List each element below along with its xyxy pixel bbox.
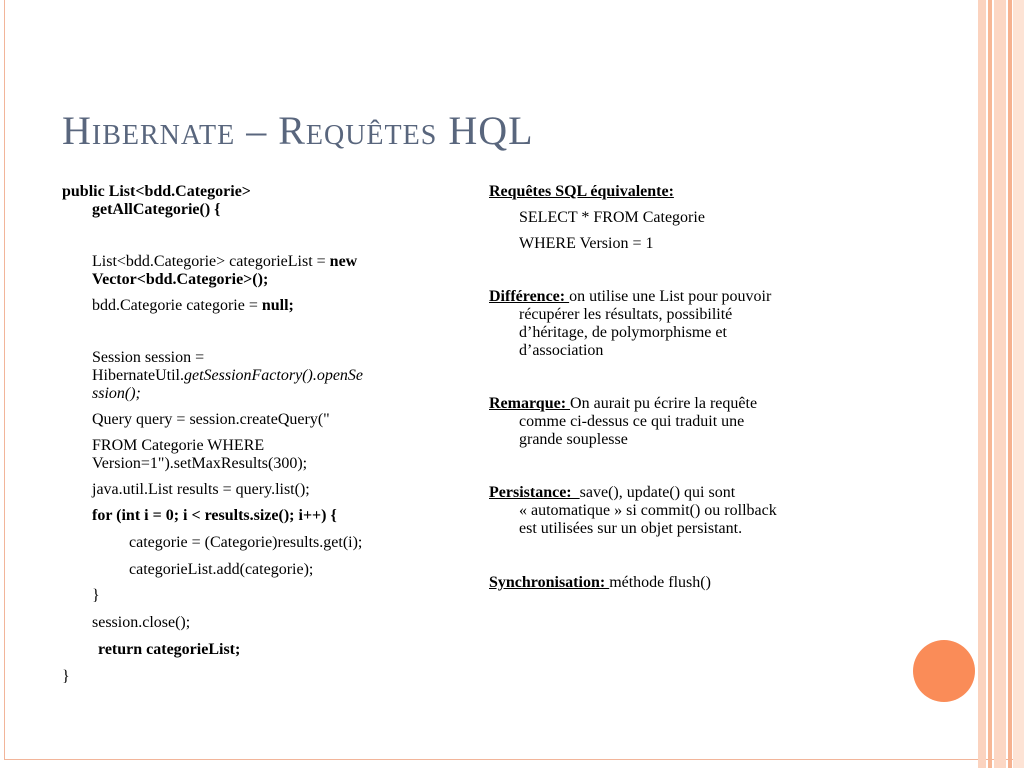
query-line-3-text: Version=1").setMaxResults(300); bbox=[92, 455, 308, 472]
synchronisation-note bbox=[489, 574, 869, 592]
persistance-label: Persistance: bbox=[489, 484, 580, 501]
for-loop-line: for (int i = 0; i < results.size(); i++) { bbox=[92, 507, 337, 524]
difference-note bbox=[489, 288, 869, 360]
decor-circle bbox=[913, 640, 975, 702]
difference-line-1: on utilise une List pour pouvoir bbox=[569, 288, 772, 305]
decor-stripe bbox=[994, 0, 1006, 768]
loop-body-line-2: categorieList.add(categorie); bbox=[129, 561, 314, 578]
sql-line-2: WHERE Version = 1 bbox=[519, 235, 654, 252]
session-line-1: Session session = bbox=[92, 349, 205, 366]
slide-title: Hibernate – Requêtes HQL bbox=[62, 108, 534, 153]
decl-cat-text: bdd.Categorie categorie = bbox=[92, 297, 262, 314]
session-line-3: ssion(); bbox=[92, 385, 141, 402]
difference-line-4: d’association bbox=[519, 342, 604, 359]
session-close-line: session.close(); bbox=[92, 614, 191, 631]
decl-list bbox=[92, 253, 462, 289]
close-brace-outer: } bbox=[62, 668, 70, 685]
notes-column bbox=[489, 183, 869, 592]
remarque-line-1: On aurait pu écrire la requête bbox=[570, 395, 758, 412]
remarque-line-3: grande souplesse bbox=[519, 431, 628, 448]
decl-list-text: List<bdd.Categorie> categorieList = bbox=[92, 253, 330, 270]
session-open bbox=[92, 349, 462, 403]
loop-body-line-1: categorie = (Categorie)results.get(i); bbox=[129, 534, 363, 551]
remarque-label: Remarque: bbox=[489, 395, 571, 412]
decl-cat-keyword: null; bbox=[261, 297, 294, 314]
sql-heading: Requêtes SQL équivalente: bbox=[489, 183, 674, 200]
session-line-2-plain: HibernateUtil. bbox=[92, 367, 184, 384]
decor-stripe bbox=[1013, 0, 1024, 768]
query-line-2 bbox=[92, 437, 462, 473]
results-line: java.util.List results = query.list(); bbox=[92, 481, 310, 498]
decor-stripe bbox=[988, 0, 992, 768]
decl-list-line-2: Vector<bdd.Categorie>(); bbox=[92, 271, 269, 288]
synchronisation-text: méthode flush() bbox=[609, 574, 711, 591]
decor-stripe bbox=[1008, 0, 1012, 768]
difference-line-3: d’héritage, de polymorphisme et bbox=[519, 324, 727, 341]
persistance-line-3: est utilisées sur un objet persistant. bbox=[519, 520, 743, 537]
sig-line-2: getAllCategorie() { bbox=[92, 201, 221, 218]
decl-categorie bbox=[92, 297, 462, 315]
decl-list-keyword: new bbox=[329, 253, 358, 270]
sig-line-1: public List<bdd.Categorie> bbox=[62, 183, 251, 200]
query-line-1: Query query = session.createQuery(" bbox=[92, 411, 330, 428]
persistance-line-1: save(), update() qui sont bbox=[579, 484, 736, 501]
difference-label: Différence: bbox=[489, 288, 570, 305]
close-brace-inner: } bbox=[92, 587, 100, 604]
code-column bbox=[62, 183, 462, 702]
remarque-note bbox=[489, 395, 869, 449]
persistance-note bbox=[489, 484, 869, 538]
difference-line-2: récupérer les résultats, possibilité bbox=[519, 306, 733, 323]
remarque-line-2: comme ci-dessus ce qui traduit une bbox=[519, 413, 745, 430]
decor-stripe bbox=[978, 0, 986, 768]
synchronisation-label: Synchronisation: bbox=[489, 574, 610, 591]
sql-line-1: SELECT * FROM Categorie bbox=[519, 209, 705, 226]
session-line-2-italic: getSessionFactory().openSe bbox=[183, 367, 364, 384]
query-line-2-text: FROM Categorie WHERE bbox=[92, 437, 265, 454]
persistance-line-2: « automatique » si commit() ou rollback bbox=[519, 502, 777, 519]
return-line: return categorieList; bbox=[98, 641, 241, 658]
method-signature bbox=[62, 183, 462, 219]
